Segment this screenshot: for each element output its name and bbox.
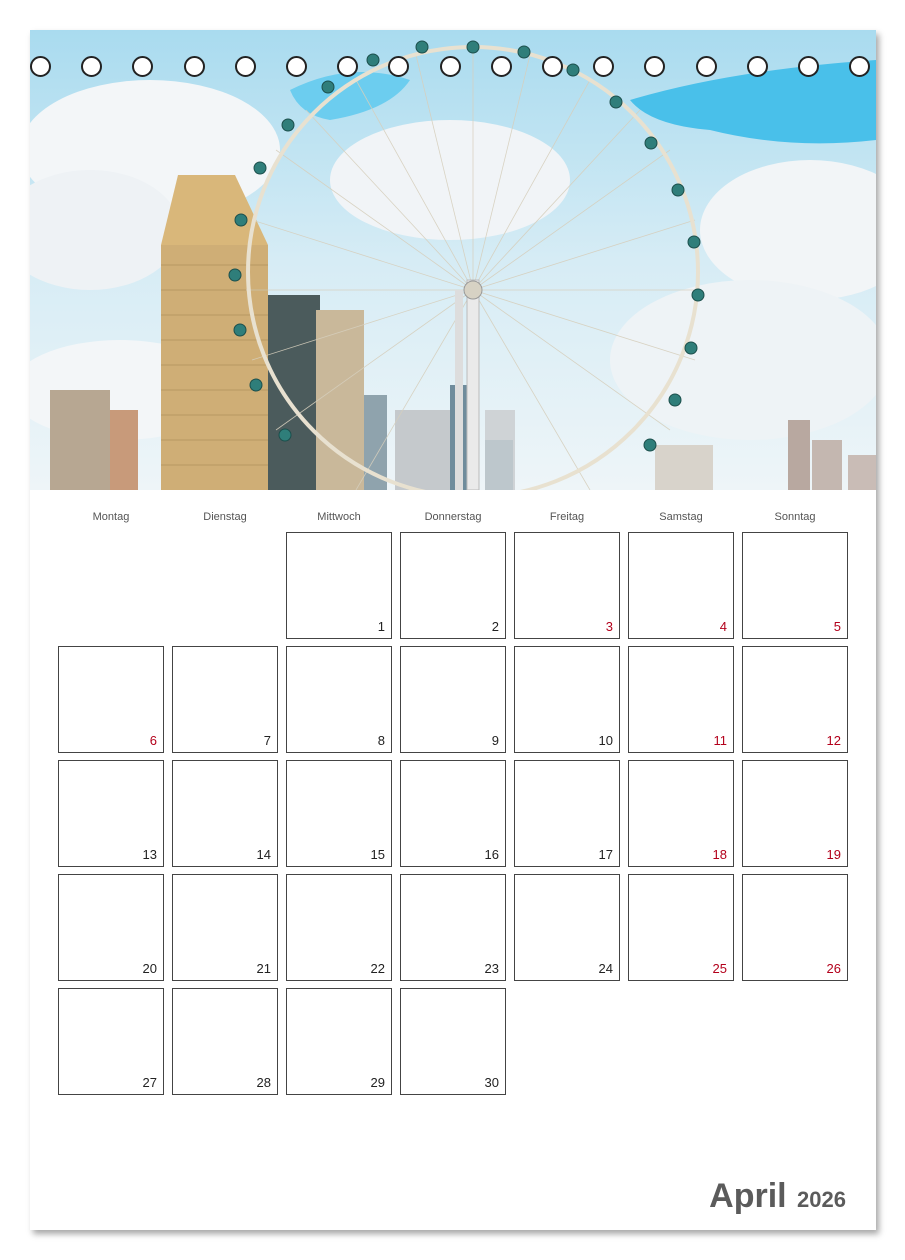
weekday-label: Dienstag xyxy=(203,511,247,523)
day-cell[interactable] xyxy=(514,532,620,639)
day-cell[interactable] xyxy=(628,874,734,981)
binding-hole xyxy=(286,56,307,77)
binding-hole xyxy=(542,56,563,77)
day-number: 15 xyxy=(370,847,385,862)
day-cell[interactable] xyxy=(514,874,620,981)
day-cell[interactable] xyxy=(742,646,848,753)
day-number: 17 xyxy=(598,847,613,862)
day-cell[interactable] xyxy=(58,874,164,981)
day-number: 24 xyxy=(598,961,613,976)
binding-hole xyxy=(81,56,102,77)
month-name: April xyxy=(709,1177,787,1215)
day-cell[interactable] xyxy=(514,646,620,753)
day-number: 23 xyxy=(484,961,499,976)
day-number: 10 xyxy=(598,733,613,748)
day-number: 13 xyxy=(142,847,157,862)
binding-hole xyxy=(184,56,205,77)
day-cell[interactable] xyxy=(400,760,506,867)
day-cell[interactable] xyxy=(286,760,392,867)
binding-hole xyxy=(747,56,768,77)
day-number: 22 xyxy=(370,961,385,976)
day-cell[interactable] xyxy=(286,532,392,639)
binding-hole xyxy=(593,56,614,77)
day-number: 19 xyxy=(826,847,841,862)
day-cell[interactable] xyxy=(172,874,278,981)
day-cell[interactable] xyxy=(628,532,734,639)
day-number: 3 xyxy=(605,619,613,634)
year-label: 2026 xyxy=(797,1187,846,1212)
day-cell[interactable] xyxy=(628,760,734,867)
day-number: 8 xyxy=(377,733,385,748)
day-number: 4 xyxy=(719,619,727,634)
day-cell[interactable] xyxy=(172,760,278,867)
day-number: 11 xyxy=(713,733,727,748)
day-number: 18 xyxy=(712,847,727,862)
weekday-label: Montag xyxy=(92,511,130,523)
day-number: 28 xyxy=(256,1075,271,1090)
day-cell[interactable] xyxy=(58,646,164,753)
spiral-binding xyxy=(30,56,876,82)
binding-hole xyxy=(235,56,256,77)
day-cell[interactable] xyxy=(58,988,164,1095)
month-title xyxy=(709,1177,846,1216)
binding-hole xyxy=(696,56,717,77)
day-number: 20 xyxy=(142,961,157,976)
weekday-label: Freitag xyxy=(549,511,585,523)
binding-hole xyxy=(849,56,870,77)
day-cell[interactable] xyxy=(172,988,278,1095)
weekday-label: Samstag xyxy=(659,511,703,523)
binding-hole xyxy=(798,56,819,77)
day-cell[interactable] xyxy=(286,988,392,1095)
binding-hole xyxy=(388,56,409,77)
day-number: 16 xyxy=(484,847,499,862)
ferris-wheel-photo xyxy=(30,30,876,490)
day-number: 14 xyxy=(256,847,271,862)
header-photo xyxy=(30,30,876,490)
weekday-label: Sonntag xyxy=(774,511,816,523)
day-number: 5 xyxy=(833,619,841,634)
day-cell[interactable] xyxy=(172,646,278,753)
day-number: 26 xyxy=(826,961,841,976)
weekday-label: Donnerstag xyxy=(424,511,482,523)
day-number: 2 xyxy=(491,619,499,634)
binding-hole xyxy=(337,56,358,77)
calendar-page xyxy=(30,30,876,1230)
day-number: 6 xyxy=(149,733,157,748)
day-number: 1 xyxy=(377,619,385,634)
binding-hole xyxy=(644,56,665,77)
day-number: 30 xyxy=(484,1075,499,1090)
day-cell[interactable] xyxy=(742,532,848,639)
day-cell[interactable] xyxy=(400,646,506,753)
day-cell[interactable] xyxy=(628,646,734,753)
day-cell[interactable] xyxy=(400,532,506,639)
weekday-label: Mittwoch xyxy=(317,511,361,523)
day-cell[interactable] xyxy=(742,874,848,981)
binding-hole xyxy=(132,56,153,77)
day-cell[interactable] xyxy=(742,760,848,867)
day-cell[interactable] xyxy=(400,874,506,981)
day-cell[interactable] xyxy=(514,760,620,867)
day-cell[interactable] xyxy=(58,760,164,867)
day-number: 29 xyxy=(370,1075,385,1090)
day-number: 25 xyxy=(712,961,727,976)
day-number: 27 xyxy=(142,1075,157,1090)
day-number: 12 xyxy=(826,733,841,748)
day-number: 21 xyxy=(256,961,271,976)
day-cell[interactable] xyxy=(400,988,506,1095)
binding-hole xyxy=(440,56,461,77)
day-cell[interactable] xyxy=(286,874,392,981)
binding-hole xyxy=(30,56,51,77)
binding-hole xyxy=(491,56,512,77)
day-cell[interactable] xyxy=(286,646,392,753)
day-number: 9 xyxy=(491,733,499,748)
day-number: 7 xyxy=(263,733,271,748)
